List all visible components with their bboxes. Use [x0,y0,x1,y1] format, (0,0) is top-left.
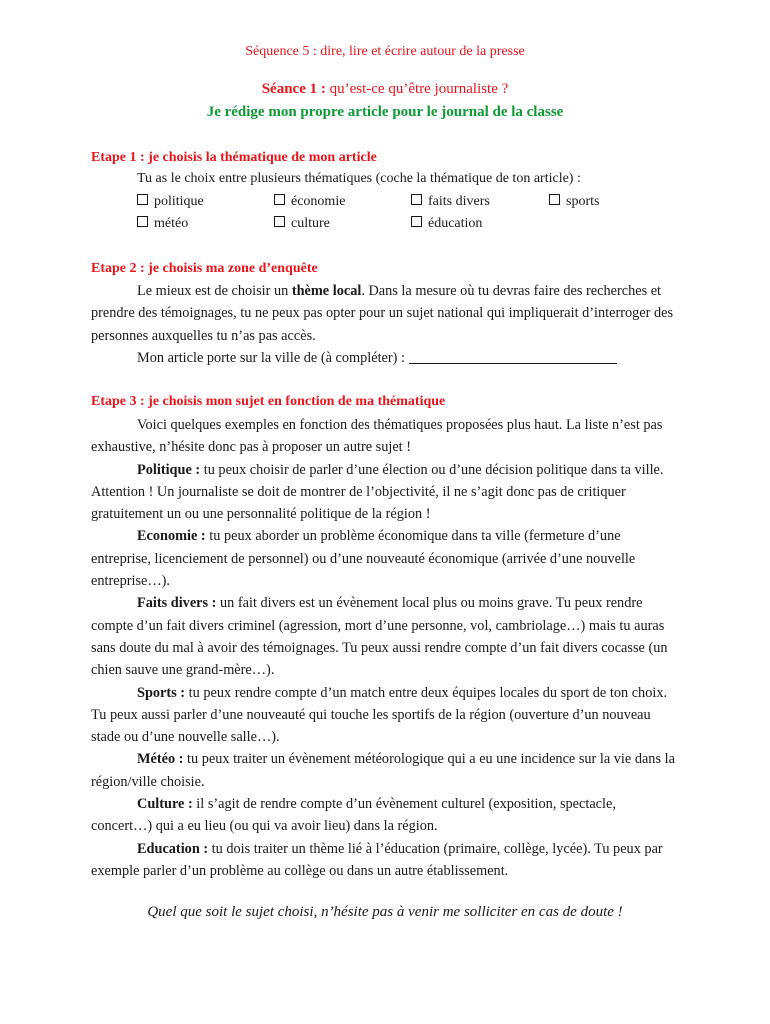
city-prompt: Mon article porte sur la ville de (à compléter) : [137,349,409,366]
topic-label: Faits divers : [137,595,217,612]
etape3-body [91,414,676,882]
topic-label: Politique : [137,461,201,478]
etape2-title: Etape 2 : je choisis ma zone d’enquête [91,261,318,276]
topic-sports [91,682,676,749]
topic-label: Education : [137,840,209,857]
checkbox-icon[interactable] [274,216,285,227]
topic-label: Culture : [137,796,193,813]
option-label: faits divers [428,194,490,209]
checkbox-icon[interactable] [411,194,422,205]
topic-education [91,838,676,883]
option-label: météo [154,216,189,231]
topic-text: tu peux rendre compte d’un match entre deux équipes locales du sport de ton choix. Tu peux aussi parler d’une nouveauté qui touche les sportifs de la région (ouverture d’un nouveau stade ou d’une nouvelle salle…). [91,684,668,746]
topic-text: un fait divers est un évènement local plus ou moins grave. Tu peux rendre compte d’un fait divers criminel (agression, mort d’une personne, vol, cambriolage…) mais tu auras sans doute du mal à avoir des témoignages. Tu peux aussi rendre compte d’un fait divers cocasse (un chien sauve une grand-mère…). [91,595,668,679]
topic-label: Sports : [137,684,186,701]
option-sports[interactable] [549,194,599,210]
topic-meteo [91,748,676,793]
sequence-label: Séquence 5 : [245,44,317,59]
option-meteo[interactable] [137,216,188,232]
option-label: culture [291,216,330,231]
checkbox-icon[interactable] [549,194,560,205]
city-blank-field[interactable] [409,351,617,364]
checkbox-icon[interactable] [137,216,148,227]
seance-label: Séance 1 : [261,81,326,97]
topic-label: Economie : [137,528,206,545]
option-faits-divers[interactable] [411,194,490,210]
option-culture[interactable] [274,216,330,232]
option-label: éducation [428,216,483,231]
topic-economie [91,525,676,592]
option-economie[interactable] [274,194,345,210]
topic-text: tu peux aborder un problème économique dans ta ville (fermeture d’une entreprise, licenciement de personnel) ou d’une nouveauté économique (arrivée d’une nouvelle entreprise…). [91,528,636,590]
seance-text: qu’est-ce qu’être journaliste ? [325,81,509,97]
topic-text: tu dois traiter un thème lié à l’éducation (primaire, collège, lycée). Tu peux par exemple parler d’un problème au collège ou dans un autre établissement. [91,840,663,879]
topic-text: tu peux traiter un évènement météorologique qui a eu une incidence sur la vie dans la région/ville choisie. [91,751,675,790]
checkbox-icon[interactable] [411,216,422,227]
etape2-body [91,280,676,369]
topic-culture [91,793,676,838]
etape1-intro: Tu as le choix entre plusieurs thématiques (coche la thématique de ton article) : [137,171,581,186]
option-education[interactable] [411,216,482,232]
etape2-paragraph [91,280,676,347]
theme-local-emphasis: thème local [291,283,362,299]
seance-heading [0,81,770,98]
option-label: économie [291,194,346,209]
topic-label: Météo : [137,751,184,768]
sequence-heading [0,44,770,60]
topic-text: tu peux choisir de parler d’une élection ou d’une décision politique dans ta ville. Attention ! Un journaliste se doit de montrer de l’objectivité, il ne s’agit donc pas de critiquer gratuitement un ou une personnalité politique de la région ! [91,461,664,523]
etape3-title: Etape 3 : je choisis mon sujet en fonction de ma thématique [91,394,446,409]
sequence-text: dire, lire et écrire autour de la presse [316,44,525,59]
checkbox-icon[interactable] [137,194,148,205]
topic-text: il s’agit de rendre compte d’un évènement culturel (exposition, spectacle, concert…) qui a eu lieu (ou qui va avoir lieu) dans la région. [91,796,616,835]
etape2-text-start: Le mieux est de choisir un [137,283,292,299]
page-subtitle: Je rédige mon propre article pour le journal de la classe [206,104,564,120]
option-politique[interactable] [137,194,204,210]
topic-faits-divers [91,592,676,681]
etape3-intro: Voici quelques exemples en fonction des thématiques proposées plus haut. La liste n’est pas exhaustive, n’hésite donc pas à proposer un autre sujet ! [91,417,663,456]
option-label: sports [566,194,600,209]
checkbox-icon[interactable] [274,194,285,205]
city-line [91,347,676,369]
closing-note: Quel que soit le sujet choisi, n’hésite pas à venir me solliciter en cas de doute ! [147,904,623,920]
option-label: politique [154,194,204,209]
etape2-text-end: . Dans la mesure où tu devras faire des recherches et prendre des témoignages, tu ne peux pas opter pour un sujet national qui impliquerait d’interroger des personnes auxquelles tu n’as pas accès. [91,283,674,344]
etape1-title: Etape 1 : je choisis la thématique de mon article [91,150,377,165]
topic-politique [91,459,676,526]
